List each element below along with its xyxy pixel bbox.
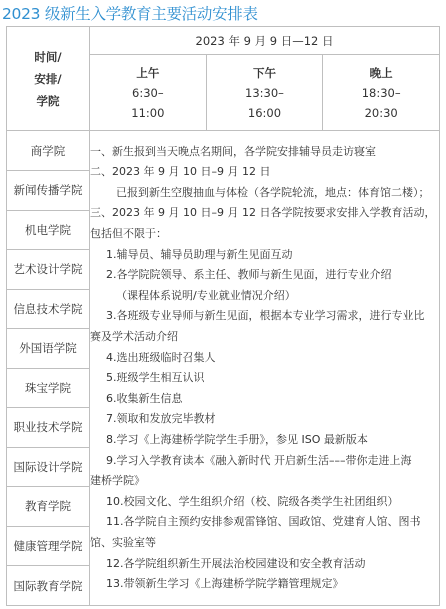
activity-line: 6.收集新生信息 <box>106 391 183 405</box>
activity-line: （课程体系说明/专业就业情况介绍） <box>116 288 296 302</box>
activity-line: 赛及学术活动介绍 <box>90 330 178 344</box>
activity-line: 一、新生报到当天晚点名期间，各学院安排辅导员走访寝室 <box>90 144 376 158</box>
slot-start: 6:30– <box>132 85 164 100</box>
college-cell: 外国语学院 <box>7 329 90 369</box>
college-cell: 信息技术学院 <box>7 289 90 329</box>
slot-end: 11:00 <box>131 105 165 120</box>
slot-name: 晚上 <box>369 65 393 80</box>
slot-start: 13:30– <box>245 85 284 100</box>
corner-line-time: 时间/ <box>34 49 62 64</box>
slot-name: 下午 <box>252 65 276 80</box>
activity-line: 9.学习入学教育读本《融入新时代 开启新生活–––带你走进上海 <box>106 453 412 467</box>
activity-line: 13.带领新生学习《上海建桥学院学籍管理规定》 <box>106 577 344 591</box>
slot-start: 18:30– <box>361 85 401 100</box>
activity-line: 建桥学院》 <box>90 474 145 488</box>
slot-morning <box>90 55 207 131</box>
activity-line: 4.选出班级临时召集人 <box>106 350 216 364</box>
activity-line: 三、2023 年 9 月 10 日–9 月 12 日各学院按要求安排入学教育活动， <box>90 206 436 220</box>
activity-line: 包括但不限于： <box>90 227 167 241</box>
college-cell: 教育学院 <box>7 487 90 527</box>
activity-line: 2.各学院院领导、系主任、教师与新生见面，进行专业介绍 <box>106 268 392 282</box>
activity-line: 8.学习《上海建桥学院学生手册》，参见 ISO 最新版本 <box>106 433 368 447</box>
college-cell: 职业技术学院 <box>7 408 90 448</box>
page-title: 2023 级新生入学教育主要活动安排表 <box>2 5 258 23</box>
slot-end: 16:00 <box>247 105 282 120</box>
slot-afternoon <box>206 55 323 131</box>
activity-line: 已报到新生空腹抽血与体检（各学院轮流，地点：体育馆二楼）； <box>116 185 430 199</box>
date-header: 2023 年 9 月 9 日—12 日 <box>90 27 440 55</box>
college-cell: 艺术设计学院 <box>7 250 90 290</box>
slot-evening <box>323 55 440 131</box>
corner-header <box>7 27 90 131</box>
activity-line: 10.校园文化、学生组织介绍（校、院级各类学生社团组织） <box>106 494 399 508</box>
activity-line: 3.各班级专业导师与新生见面，根据本专业学习需求，进行专业比 <box>106 309 425 323</box>
activity-line: 7.领取和发放完毕教材 <box>106 412 216 426</box>
activity-line: 馆、实验室等 <box>90 535 156 549</box>
college-cell: 国际设计学院 <box>7 447 90 487</box>
college-cell: 健康管理学院 <box>7 526 90 566</box>
slot-end: 20:30 <box>364 105 398 120</box>
college-cell: 珠宝学院 <box>7 368 90 408</box>
college-cell: 新闻传播学院 <box>7 171 90 211</box>
activity-line: 二、2023 年 9 月 10 日–9 月 12 日 <box>90 165 271 179</box>
activity-line: 1.辅导员、辅导员助理与新生见面互动 <box>106 247 293 261</box>
activity-line: 11.各学院自主预约安排参观雷锋馆、国政馆、党建育人馆、图书 <box>106 515 421 529</box>
college-cell: 国际教育学院 <box>7 566 90 606</box>
college-cell: 机电学院 <box>7 210 90 250</box>
schedule-table <box>6 26 440 606</box>
activity-line: 5.班级学生相互认识 <box>106 371 205 385</box>
activities-cell <box>90 131 440 606</box>
corner-line-arrangement: 安排/ <box>34 71 62 86</box>
slot-name: 上午 <box>136 65 160 80</box>
corner-line-college: 学院 <box>36 93 60 108</box>
activity-line: 12.各学院组织新生开展法治校园建设和安全教育活动 <box>106 556 366 570</box>
college-cell: 商学院 <box>7 131 90 171</box>
